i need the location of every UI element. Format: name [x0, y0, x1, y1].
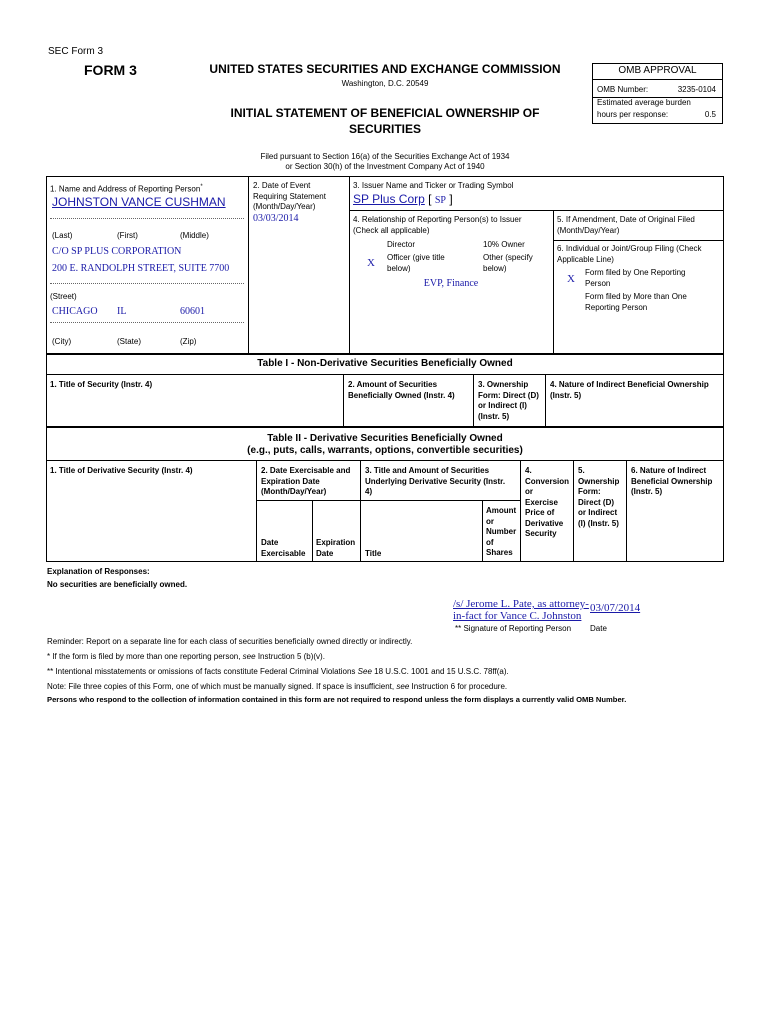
- table-2-col-amount-shares-1: Amount: [486, 506, 517, 515]
- more-persons-option-label: [585, 292, 687, 313]
- filed-pursuant-line-2: or Section 30(h) of the Investment Company Act of 1940: [285, 162, 485, 171]
- signature-line-1: /s/ Jerome L. Pate, as attorney-: [453, 598, 589, 610]
- statement-title-line-1: INITIAL STATEMENT OF BENEFICIAL OWNERSHIP OF: [230, 106, 540, 120]
- reporting-person-name[interactable]: JOHNSTON VANCE CUSHMAN: [52, 195, 226, 209]
- table-2-col-conversion-1: 4.: [525, 466, 532, 475]
- agency-location: Washington, D.C. 20549: [341, 79, 429, 88]
- table-2-col-underlying-title: Title: [365, 549, 382, 558]
- table-2-col-ownership-5: or Indirect: [578, 508, 618, 517]
- table-1-col-ownership-4: (Instr. 5): [478, 411, 510, 421]
- table-2-title-1: Table II - Derivative Securities Beneficially Owned: [267, 433, 503, 444]
- officer-checkbox-label: [387, 253, 445, 274]
- footnote-3-c: Instruction 6 for procedure.: [411, 682, 508, 691]
- amendment-label-2: (Month/Day/Year): [557, 225, 620, 235]
- explanation-label: Explanation of Responses:: [47, 567, 150, 576]
- ten-percent-owner-label: 10% Owner: [483, 240, 525, 249]
- more-persons-label-2: Reporting Person: [585, 302, 648, 312]
- table-2-col-amount-shares-5: Shares: [486, 548, 513, 557]
- director-checkbox-label: Director: [387, 240, 416, 249]
- one-person-label-2: Person: [585, 278, 611, 288]
- street-label: (Street): [50, 292, 77, 301]
- issuer-ticker: SP: [434, 195, 446, 206]
- statement-title: [190, 105, 580, 137]
- table-1-col-amount-2: Beneficially Owned (Instr. 4): [348, 390, 455, 400]
- table-2-col-amount-shares-2: or: [486, 516, 494, 526]
- footnote-3-a: Note: File three copies of this Form, one of which must be manually signed. If space is insufficient,: [47, 682, 395, 691]
- table-2-col-date-exercisable-1: Date: [261, 538, 279, 547]
- footnote-3-b: see: [396, 682, 410, 691]
- table-2-col-title: 1. Title of Derivative Security (Instr. 4): [50, 466, 193, 475]
- last-label: (Last): [52, 231, 73, 240]
- more-persons-label-1: Form filed by More than One: [585, 292, 687, 301]
- filing-label-2: Applicable Line): [557, 254, 614, 264]
- table-1-col-amount: [348, 380, 455, 401]
- table-2-col-ownership-2: Ownership: [578, 476, 620, 486]
- form-title: FORM 3: [84, 62, 137, 78]
- omb-number-value: 3235-0104: [677, 85, 716, 94]
- omb-burden-label-2: hours per response:: [597, 110, 669, 119]
- event-date-label-2: Requiring Statement: [253, 191, 326, 201]
- relationship-label: [353, 215, 522, 236]
- table-2-col-conversion-3: or: [525, 487, 533, 496]
- table-2-col-ownership-1: 5.: [578, 466, 585, 475]
- state-label: (State): [117, 337, 142, 346]
- reporting-person-label-text: 1. Name and Address of Reporting Person: [50, 184, 201, 194]
- table-2-col-dates-3: (Month/Day/Year): [261, 487, 327, 496]
- other-label-2: below): [483, 263, 507, 273]
- table-2-col-conversion-7: Security: [525, 529, 557, 538]
- table-1-col-ownership-3: or Indirect (I): [478, 401, 527, 410]
- footnote-1-b: see: [242, 652, 256, 661]
- agency-name: UNITED STATES SECURITIES AND EXCHANGE COMMISSION: [209, 62, 561, 76]
- filed-pursuant-line-1: Filed pursuant to Section 16(a) of the Securities Exchange Act of 1934: [260, 152, 510, 161]
- table-1-col-ownership-1: 3. Ownership: [478, 380, 529, 389]
- table-2-col-expiration-1: Expiration: [316, 538, 356, 547]
- table-2-col-dates: [261, 466, 350, 498]
- table-1-col-title: 1. Title of Security (Instr. 4): [50, 380, 153, 389]
- one-person-label-1: Form filed by One Reporting: [585, 268, 686, 277]
- signature-value: [453, 598, 589, 622]
- ticker-open-bracket: [: [428, 192, 432, 206]
- middle-label: (Middle): [180, 231, 209, 240]
- table-2-col-dates-2: Expiration Date: [261, 476, 320, 486]
- explanation-text: No securities are beneficially owned.: [47, 580, 188, 589]
- table-1-col-amount-1: 2. Amount of Securities: [348, 380, 438, 389]
- one-person-check-mark[interactable]: X: [567, 273, 575, 285]
- table-1-col-nature-2: (Instr. 5): [550, 390, 582, 400]
- footnote-1-c: Instruction 5 (b)(v).: [257, 652, 325, 661]
- footnote-2-b: See: [357, 667, 372, 676]
- table-1-col-ownership: [478, 380, 539, 422]
- address-line-2: 200 E. RANDOLPH STREET, SUITE 7700: [52, 263, 230, 274]
- table-2-col-nature-1: 6. Nature of Indirect: [631, 466, 707, 475]
- table-2-col-amount-shares: [486, 506, 516, 559]
- other-label-1: Other (specify: [483, 253, 533, 262]
- table-2-col-nature: [631, 466, 712, 498]
- zip-value: 60601: [180, 306, 205, 317]
- ticker-close-bracket: ]: [449, 192, 453, 206]
- omb-title: OMB APPROVAL: [593, 64, 722, 80]
- table-2-col-nature-3: (Instr. 5): [631, 487, 663, 496]
- table-1-title: Table I - Non-Derivative Securities Beneficially Owned: [257, 358, 513, 369]
- reporting-person-asterisk: *: [200, 184, 203, 190]
- table-1-col-nature: [550, 380, 709, 401]
- table-2-title-2: (e.g., puts, calls, warrants, options, convertible securities): [247, 445, 523, 456]
- omb-burden-label-1: Estimated average burden: [597, 98, 691, 107]
- signature-line-2: in-fact for Vance C. Johnston: [453, 610, 582, 622]
- officer-title-value: EVP, Finance: [423, 278, 479, 289]
- table-2-col-conversion-5: Price of: [525, 508, 555, 517]
- address-line-1: C/O SP PLUS CORPORATION: [52, 246, 182, 257]
- zip-label: (Zip): [180, 337, 197, 346]
- omb-notice: Persons who respond to the collection of information contained in this form are not required to respond unless the form displays a currently valid OMB Number.: [47, 695, 627, 704]
- table-2-col-conversion-2: Conversion: [525, 476, 570, 486]
- sec-form-label: SEC Form 3: [48, 46, 104, 57]
- relationship-label-2: (Check all applicable): [353, 225, 430, 235]
- reporting-person-label: [50, 182, 203, 195]
- event-date-label-1: 2. Date of Event: [253, 181, 311, 190]
- table-2-col-conversion-6: Derivative: [525, 518, 564, 528]
- event-date-label: [253, 181, 326, 213]
- city-label: (City): [52, 337, 72, 346]
- table-2-col-conversion-4: Exercise: [525, 497, 558, 507]
- table-2-col-date-exercisable-2: Exercisable: [261, 548, 306, 558]
- table-2-col-ownership-4: Direct (D): [578, 497, 615, 507]
- footnote-three-copies: [47, 682, 507, 693]
- table-2-col-date-exercisable: [261, 538, 305, 559]
- filing-label-1: 6. Individual or Joint/Group Filing (Check: [557, 244, 702, 253]
- table-2-col-dates-1: 2. Date Exercisable and: [261, 466, 351, 475]
- issuer-value: [353, 192, 453, 206]
- table-2-col-expiration: [316, 538, 355, 559]
- footnote-2-c: 18 U.S.C. 1001 and 15 U.S.C. 78ff(a).: [374, 667, 509, 676]
- other-checkbox-label: [483, 253, 533, 274]
- signature-date-label: Date: [590, 624, 607, 633]
- one-person-option-label: [585, 268, 686, 289]
- footnote-1-a: * If the form is filed by more than one reporting person,: [47, 652, 241, 661]
- table-2-col-ownership: [578, 466, 619, 529]
- table-1-col-ownership-2: Form: Direct (D): [478, 390, 539, 400]
- issuer-label: 3. Issuer Name and Ticker or Trading Symbol: [353, 181, 514, 190]
- table-2-col-ownership-6: (I) (Instr. 5): [578, 518, 619, 528]
- filed-pursuant-text: [190, 152, 580, 172]
- footnote-criminal-violations: [47, 667, 509, 678]
- omb-approval-box: [592, 63, 723, 124]
- omb-burden-value: 0.5: [704, 110, 716, 119]
- event-date-value: 03/03/2014: [253, 213, 299, 224]
- footnote-multiple-persons: [47, 652, 325, 663]
- first-label: (First): [117, 231, 138, 240]
- table-2-col-underlying-2: Underlying Derivative Security (Instr.: [365, 476, 506, 486]
- issuer-name[interactable]: SP Plus Corp: [353, 192, 425, 206]
- table-2-col-nature-2: Beneficial Ownership: [631, 476, 713, 486]
- table-2-col-underlying-1: 3. Title and Amount of Securities: [365, 466, 490, 475]
- reminder-text: Reminder: Report on a separate line for each class of securities beneficially owned directly or indirectly.: [47, 637, 413, 646]
- officer-check-mark[interactable]: X: [367, 257, 375, 269]
- amendment-label-1: 5. If Amendment, Date of Original Filed: [557, 215, 695, 224]
- table-2-col-ownership-3: Form:: [578, 487, 601, 496]
- table-2-title: [46, 433, 724, 457]
- signature-date-value: 03/07/2014: [590, 602, 641, 614]
- table-2-col-expiration-2: Date: [316, 548, 334, 558]
- omb-number-label: OMB Number:: [597, 85, 649, 94]
- table-2-col-amount-shares-3: Number: [486, 527, 517, 536]
- table-2-col-amount-shares-4: of: [486, 537, 494, 547]
- table-1-col-nature-1: 4. Nature of Indirect Beneficial Ownership: [550, 380, 709, 389]
- amendment-label: [557, 215, 695, 236]
- state-value: IL: [117, 306, 127, 317]
- table-2-col-underlying: [365, 466, 505, 498]
- table-2-col-conversion: [525, 466, 569, 540]
- signature-label: ** Signature of Reporting Person: [455, 624, 572, 633]
- filing-label: [557, 244, 702, 265]
- city-value: CHICAGO: [52, 306, 98, 317]
- statement-title-line-2: SECURITIES: [348, 122, 421, 136]
- event-date-label-3: (Month/Day/Year): [253, 202, 316, 211]
- relationship-label-1: 4. Relationship of Reporting Person(s) to Issuer: [353, 215, 522, 224]
- footnote-2-a: ** Intentional misstatements or omissions of facts constitute Federal Criminal Violations: [47, 667, 356, 676]
- officer-label-2: below): [387, 263, 411, 273]
- table-2-col-underlying-3: 4): [365, 487, 373, 496]
- officer-label-1: Officer (give title: [387, 253, 445, 262]
